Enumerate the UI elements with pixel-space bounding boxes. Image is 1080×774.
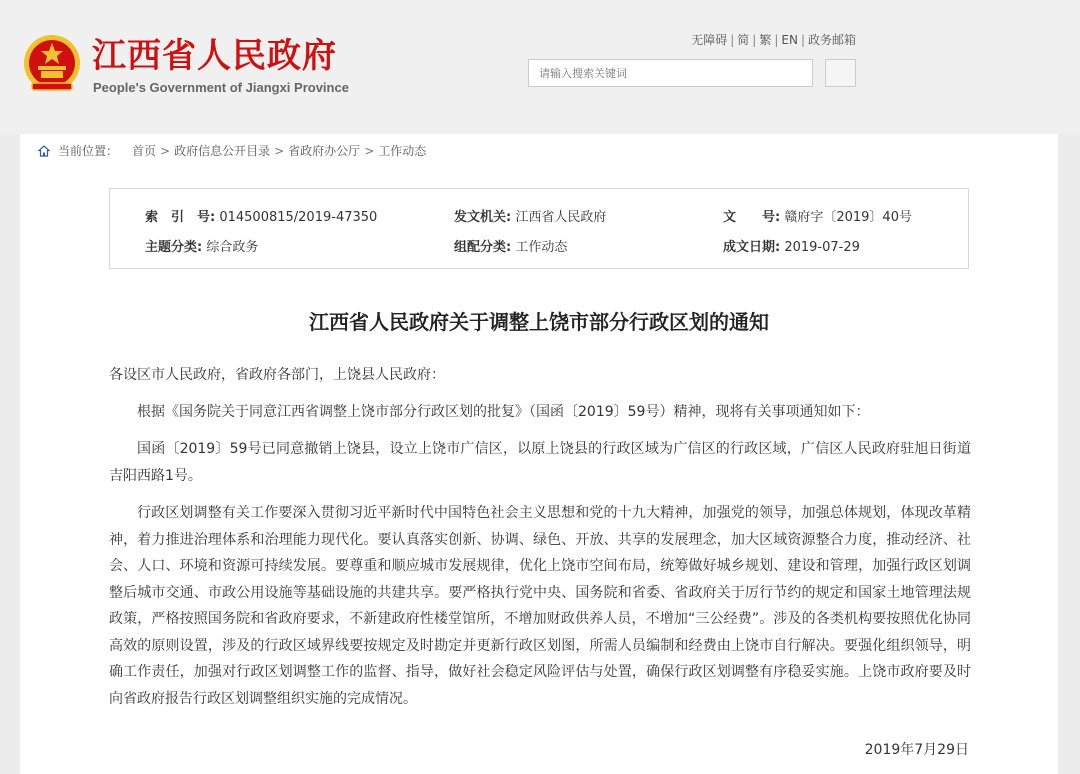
breadcrumb-separator: >: [364, 144, 375, 158]
meta-index: [145, 206, 377, 225]
meta-org-label: 组配分类:: [454, 240, 512, 255]
paragraph-text: 根据《国务院关于同意江西省调整上饶市部分行政区划的批复》（国函〔2019〕59号）精神，现将有关事项通知如下：: [137, 404, 870, 420]
search-button[interactable]: [825, 59, 856, 87]
separator: |: [730, 33, 735, 47]
document-paragraph: [109, 500, 971, 712]
breadcrumb-home[interactable]: 首页: [132, 144, 157, 158]
meta-issuer-label: 发文机关:: [454, 210, 512, 225]
meta-issuer-value: 江西省人民政府: [515, 210, 607, 225]
breadcrumb-separator: >: [160, 144, 171, 158]
meta-issuer: [454, 206, 606, 225]
document-meta-box: [109, 188, 969, 269]
english-link[interactable]: EN: [781, 33, 798, 47]
meta-docno: [723, 206, 912, 225]
separator: |: [774, 33, 779, 47]
traditional-chinese-link[interactable]: 繁: [759, 33, 772, 47]
meta-org: [454, 236, 567, 255]
home-icon: [38, 145, 50, 157]
breadcrumb-general-office[interactable]: 省政府办公厅: [288, 144, 361, 158]
paragraph-text: 国函〔2019〕59号已同意撤销上饶县，设立上饶市广信区，以原上饶县的行政区域为广信区的行政区域，广信区人民政府驻旭日街道吉阳西路1号。: [109, 441, 971, 484]
separator: |: [752, 33, 757, 47]
separator: |: [800, 33, 805, 47]
document-date: 2019年7月29日: [864, 742, 969, 758]
meta-org-value: 工作动态: [515, 240, 568, 255]
meta-docno-value: 赣府字〔2019〕40号: [784, 210, 912, 225]
document-title: 江西省人民政府关于调整上饶市部分行政区划的通知: [309, 310, 769, 334]
site-title[interactable]: 江西省人民政府: [92, 36, 337, 76]
meta-date-label: 成文日期:: [723, 240, 781, 255]
simplified-chinese-link[interactable]: 简: [737, 33, 750, 47]
search-input[interactable]: [528, 59, 813, 87]
paragraph-text: 行政区划调整有关工作要深入贯彻习近平新时代中国特色社会主义思想和党的十九大精神，加强党的领导，加强总体规划，体现改革精神，着力推进治理体系和治理能力现代化。要认真落实创新、协调、绿色、开放、共享的发展理念，加大区域资源整合力度，推动经济、社会、人口、环境和资源可持续发展。要尊重和顺应城市发展规律，优化上饶市空间布局，统筹做好城乡规划、建设和管理，加强行政区划调整后城市交通、市政公用设施等基础设施的共建共享。要严格执行党中央、国务院和省委、省政府关于厉行节约的规定和国家土地管理法规政策，严格按照国务院和省政府要求，不新建政府性楼堂馆所，不增加财政供养人员，不增加“三公经费”。涉及的各类机构要按照优化协同高效的原则设置，涉及的行政区域界线要按规定及时勘定并更新行政区划图，所需人员编制和经费由上饶市自行解决。要强化组织领导，明确工作责任，加强对行政区划调整工作的监督、指导，做好社会稳定风险评估与处置，确保行政区划调整有序稳妥实施。上饶市政府要及时向省政府报告行政区划调整组织实施的完成情况。: [109, 505, 971, 707]
site-subtitle: People's Government of Jiangxi Province: [93, 80, 349, 95]
national-emblem-icon[interactable]: [22, 33, 82, 95]
meta-date: [723, 236, 860, 255]
breadcrumb-info-catalog[interactable]: 政府信息公开目录: [174, 144, 271, 158]
search-icon: [826, 60, 855, 86]
breadcrumb-separator: >: [274, 144, 285, 158]
government-email-link[interactable]: 政务邮箱: [807, 33, 856, 47]
breadcrumb-work-news[interactable]: 工作动态: [378, 144, 427, 158]
meta-date-value: 2019-07-29: [784, 240, 860, 255]
main-content: [20, 134, 1058, 774]
breadcrumb: [38, 143, 426, 159]
top-links: [691, 31, 856, 48]
document-paragraph: [109, 436, 971, 489]
meta-docno-label: 文 号:: [723, 210, 781, 225]
meta-topic-value: 综合政务: [206, 240, 259, 255]
document-salutation: [109, 362, 971, 389]
salutation-text: 各设区市人民政府，省政府各部门，上饶县人民政府：: [109, 367, 445, 383]
accessibility-link[interactable]: 无障碍: [691, 33, 728, 47]
meta-index-value: 014500815/2019-47350: [219, 210, 378, 225]
document-paragraph: [109, 399, 971, 426]
site-header: [0, 0, 1080, 134]
meta-index-label: 索 引 号:: [145, 210, 216, 225]
breadcrumb-label: 当前位置：: [58, 144, 119, 158]
meta-topic: [145, 236, 258, 255]
meta-topic-label: 主题分类:: [145, 240, 203, 255]
